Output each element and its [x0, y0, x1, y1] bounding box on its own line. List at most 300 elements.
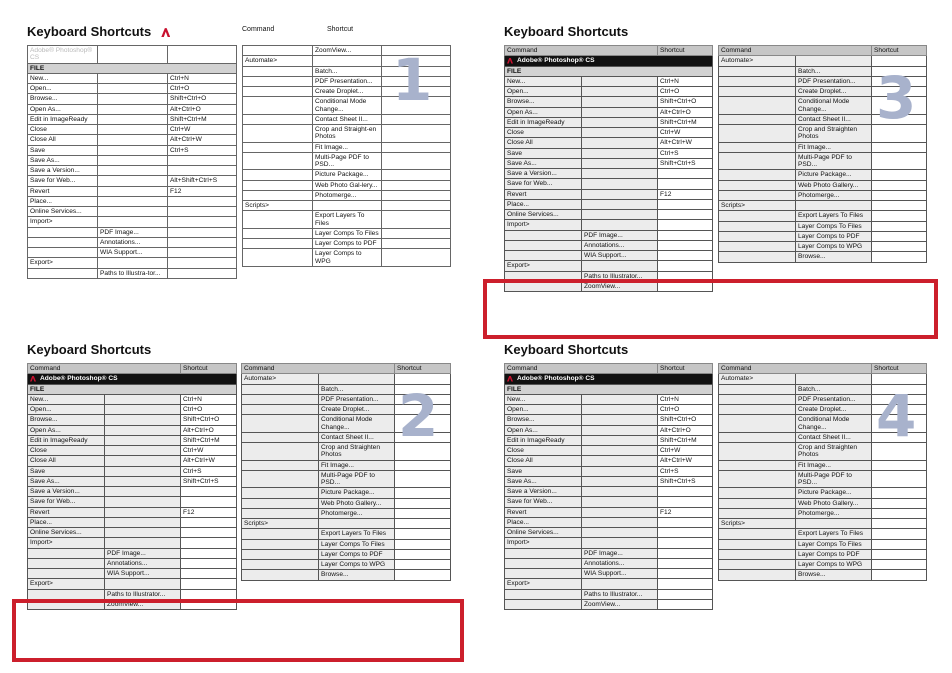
subcommand-cell: Create Droplet...: [796, 87, 872, 97]
command-cell: Save As...: [28, 476, 105, 486]
table-row: [28, 227, 237, 237]
shortcut-cell: F12: [658, 507, 713, 517]
table-row: [243, 211, 451, 229]
subcommand-cell: [105, 394, 181, 404]
table-row: [505, 466, 713, 476]
subcommand-cell: Browse...: [796, 570, 872, 580]
table-row: [28, 384, 237, 394]
subcommand-cell: ZoomView...: [105, 599, 181, 609]
table-row: [243, 228, 451, 238]
command-cell: Edit in ImageReady: [505, 117, 582, 127]
shortcut-cell: [382, 228, 451, 238]
command-cell: [719, 125, 796, 143]
shortcut-cell: [658, 497, 713, 507]
command-cell: Automate>: [719, 374, 796, 384]
subcommand-cell: WIA Support...: [582, 251, 658, 261]
panel-3-left-table: [504, 45, 713, 292]
table-row: [505, 548, 713, 558]
shortcut-cell: [872, 508, 927, 518]
subcommand-cell: [582, 199, 658, 209]
table-row: [243, 114, 451, 124]
subcommand-cell: Export Layers To Files: [313, 211, 382, 229]
table-row: [505, 415, 713, 425]
table-row: [505, 569, 713, 579]
command-cell: [505, 251, 582, 261]
command-cell: [242, 488, 319, 498]
subcommand-cell: WIA Support...: [98, 248, 168, 258]
shortcut-cell: [382, 211, 451, 229]
command-cell: [28, 248, 98, 258]
subcommand-cell: Create Droplet...: [313, 87, 382, 97]
table-row: [28, 558, 237, 568]
shortcut-cell: Alt+Ctrl+W: [658, 456, 713, 466]
shortcut-cell: Ctrl+O: [181, 405, 237, 415]
subcommand-cell: [582, 538, 658, 548]
table-row: [505, 87, 713, 97]
command-cell: [719, 142, 796, 152]
subcommand-cell: Paths to Illustrator...: [582, 589, 658, 599]
subcommand-cell: Multi-Page PDF to PSD...: [319, 470, 395, 488]
subcommand-cell: [98, 186, 168, 196]
product-name: [505, 56, 713, 66]
table-row: [28, 94, 237, 104]
subcommand-cell: PDF Presentation...: [796, 394, 872, 404]
shortcut-cell: [872, 498, 927, 508]
subcommand-cell: Conditional Mode Change...: [313, 97, 382, 115]
shortcut-cell: Ctrl+N: [658, 76, 713, 86]
panel-1-header-command: Command: [242, 26, 275, 33]
table-row: [28, 435, 237, 445]
shortcut-cell: Alt+Ctrl+W: [181, 456, 237, 466]
subcommand-cell: [582, 87, 658, 97]
table-row: [719, 560, 927, 570]
shortcut-cell: [181, 497, 237, 507]
command-cell: Online Services...: [505, 528, 582, 538]
command-cell: [719, 66, 796, 76]
panel-1-number: 1: [392, 46, 433, 114]
table-row: [719, 211, 927, 221]
table-row: [505, 169, 713, 179]
panel-1-header-shortcut: Shortcut: [327, 26, 354, 33]
shortcut-cell: Alt+Ctrl+W: [168, 135, 237, 145]
shortcut-cell: Ctrl+S: [658, 148, 713, 158]
shortcut-cell: Shift+Ctrl+M: [168, 114, 237, 124]
subcommand-cell: Layer Comps To Files: [313, 228, 382, 238]
subcommand-cell: Layer Comps To Files: [796, 539, 872, 549]
command-cell: Scripts>: [243, 201, 313, 211]
table-row: [28, 425, 237, 435]
command-cell: [719, 114, 796, 124]
shortcut-cell: [168, 155, 237, 165]
highlight-box-3: [483, 279, 938, 339]
subcommand-cell: [98, 125, 168, 135]
shortcut-cell: Shift+Ctrl+M: [181, 435, 237, 445]
panel-2-left-table: [27, 363, 237, 610]
table-row: [505, 405, 713, 415]
command-cell: [243, 142, 313, 152]
shortcut-cell: [382, 142, 451, 152]
subcommand-cell: [98, 46, 168, 64]
table-header-row: [242, 364, 451, 374]
table-row: [243, 180, 451, 190]
panel-1-title: [27, 24, 170, 39]
table-row: [242, 470, 451, 488]
shortcut-cell: [168, 166, 237, 176]
shortcut-cell: [382, 249, 451, 267]
command-cell: Close All: [28, 135, 98, 145]
subcommand-cell: Annotations...: [98, 237, 168, 247]
subcommand-cell: [319, 374, 395, 384]
table-header-row: [719, 46, 927, 56]
command-cell: Close: [505, 128, 582, 138]
subcommand-cell: [582, 117, 658, 127]
shortcut-cell: [872, 152, 927, 170]
command-cell: Close: [28, 446, 105, 456]
table-row: [719, 170, 927, 180]
table-row: [719, 498, 927, 508]
subcommand-cell: PDF Presentation...: [319, 394, 395, 404]
table-row: [243, 190, 451, 200]
command-cell: [243, 152, 313, 170]
command-cell: [243, 228, 313, 238]
table-row: [719, 242, 927, 252]
table-row: [28, 538, 237, 548]
table-row: [28, 84, 237, 94]
table-row: [505, 435, 713, 445]
shortcut-cell: [168, 46, 237, 64]
command-cell: Close All: [505, 456, 582, 466]
command-cell: Save As...: [28, 155, 98, 165]
command-cell: [28, 548, 105, 558]
table-row: [242, 498, 451, 508]
command-cell: [243, 190, 313, 200]
table-row: [719, 190, 927, 200]
command-cell: [719, 394, 796, 404]
table-row: [505, 456, 713, 466]
shortcut-cell: [181, 558, 237, 568]
table-row: [505, 517, 713, 527]
shortcut-cell: Ctrl+N: [168, 73, 237, 83]
subcommand-cell: WIA Support...: [582, 569, 658, 579]
shortcut-cell: Ctrl+N: [181, 394, 237, 404]
subcommand-cell: Web Photo Gallery...: [319, 498, 395, 508]
shortcut-cell: [872, 180, 927, 190]
command-cell: Save: [28, 466, 105, 476]
table-row: [505, 128, 713, 138]
subcommand-cell: Picture Package...: [796, 488, 872, 498]
command-cell: Place...: [28, 517, 105, 527]
adobe-logo-icon: [507, 376, 513, 382]
command-cell: [243, 211, 313, 229]
command-cell: Open As...: [505, 107, 582, 117]
table-row: [28, 63, 237, 73]
command-cell: [243, 46, 313, 56]
command-cell: [243, 125, 313, 143]
panel-3-title: Keyboard Shortcuts: [504, 24, 629, 39]
shortcut-cell: [872, 190, 927, 200]
subcommand-cell: Paths to Illustrator...: [105, 589, 181, 599]
command-cell: [243, 239, 313, 249]
table-row: [719, 519, 927, 529]
shortcut-cell: [181, 528, 237, 538]
command-cell: Export>: [505, 261, 582, 271]
header-command: Command: [28, 364, 181, 374]
command-cell: [719, 252, 796, 262]
shortcut-cell: [658, 210, 713, 220]
table-row: [242, 549, 451, 559]
subcommand-cell: Conditional Mode Change...: [796, 415, 872, 433]
command-cell: [505, 558, 582, 568]
command-cell: [719, 405, 796, 415]
command-cell: [719, 87, 796, 97]
command-cell: Online Services...: [28, 528, 105, 538]
subcommand-cell: [582, 466, 658, 476]
command-cell: Close All: [28, 456, 105, 466]
command-cell: [719, 231, 796, 241]
subcommand-cell: [582, 507, 658, 517]
command-cell: [719, 432, 796, 442]
subcommand-cell: [105, 579, 181, 589]
shortcut-cell: [395, 570, 451, 580]
subcommand-cell: [582, 394, 658, 404]
command-cell: Save for Web...: [505, 497, 582, 507]
table-row: [28, 569, 237, 579]
subcommand-cell: [319, 519, 395, 529]
command-cell: [28, 268, 98, 278]
subcommand-cell: Multi-Page PDF to PSD...: [796, 152, 872, 170]
table-row: [28, 507, 237, 517]
table-row: [505, 476, 713, 486]
subcommand-cell: Annotations...: [582, 240, 658, 250]
shortcut-cell: [658, 261, 713, 271]
shortcut-cell: Alt+Ctrl+O: [658, 107, 713, 117]
header-shortcut: Shortcut: [658, 46, 713, 56]
command-cell: [243, 87, 313, 97]
table-row: [28, 415, 237, 425]
subcommand-cell: [582, 148, 658, 158]
command-cell: New...: [505, 76, 582, 86]
command-cell: Save: [28, 145, 98, 155]
subcommand-cell: [582, 189, 658, 199]
subcommand-cell: [98, 104, 168, 114]
table-row: [242, 570, 451, 580]
command-cell: [243, 97, 313, 115]
shortcut-cell: [181, 487, 237, 497]
shortcut-cell: Ctrl+W: [181, 446, 237, 456]
subcommand-cell: PDF Presentation...: [313, 76, 382, 86]
shortcut-cell: [658, 569, 713, 579]
table-row: [28, 476, 237, 486]
command-cell: [719, 529, 796, 539]
subcommand-cell: Create Droplet...: [796, 405, 872, 415]
command-cell: [242, 498, 319, 508]
shortcut-cell: [168, 207, 237, 217]
command-cell: [505, 599, 582, 609]
command-cell: [719, 508, 796, 518]
shortcut-cell: [382, 170, 451, 180]
subcommand-cell: Photomerge...: [796, 508, 872, 518]
table-row: [505, 230, 713, 240]
subcommand-cell: Layer Comps to PDF: [796, 231, 872, 241]
table-row: [719, 221, 927, 231]
command-cell: [719, 560, 796, 570]
table-row: [719, 252, 927, 262]
command-cell: Online Services...: [28, 207, 98, 217]
subcommand-cell: Export Layers To Files: [796, 211, 872, 221]
subcommand-cell: [98, 114, 168, 124]
table-row: [28, 517, 237, 527]
command-cell: Save a Version...: [28, 487, 105, 497]
shortcut-cell: [872, 519, 927, 529]
subcommand-cell: [582, 579, 658, 589]
subcommand-cell: [582, 138, 658, 148]
command-cell: Revert: [28, 507, 105, 517]
command-cell: [505, 589, 582, 599]
shortcut-cell: [872, 570, 927, 580]
shortcut-cell: [382, 190, 451, 200]
command-cell: [242, 560, 319, 570]
command-cell: Automate>: [719, 56, 796, 66]
header-command: Command: [719, 364, 872, 374]
table-row: [719, 180, 927, 190]
table-row: [505, 107, 713, 117]
product-row: [505, 56, 713, 66]
table-row: [505, 507, 713, 517]
subcommand-cell: Layer Comps To Files: [319, 539, 395, 549]
subcommand-cell: Multi-Page PDF to PSD...: [796, 470, 872, 488]
command-cell: Close All: [505, 138, 582, 148]
subcommand-cell: Layer Comps to WPG: [313, 249, 382, 267]
subcommand-cell: [105, 487, 181, 497]
subcommand-cell: Picture Package...: [313, 170, 382, 180]
table-row: [242, 460, 451, 470]
table-row: [505, 210, 713, 220]
command-cell: [242, 415, 319, 433]
shortcut-cell: [181, 589, 237, 599]
header-shortcut: Shortcut: [872, 46, 927, 56]
subcommand-cell: Layer Comps To Files: [796, 221, 872, 231]
command-cell: Save: [505, 466, 582, 476]
table-row: [28, 217, 237, 227]
shortcut-cell: [181, 517, 237, 527]
subcommand-cell: Contact Sheet II...: [319, 432, 395, 442]
product-name-text: Adobe® Photoshop® CS: [517, 375, 595, 383]
header-shortcut: Shortcut: [872, 364, 927, 374]
command-cell: Import>: [28, 538, 105, 548]
table-row: [505, 66, 713, 76]
subcommand-cell: [582, 210, 658, 220]
command-cell: [243, 66, 313, 76]
product-name-text: Adobe® Photoshop® CS: [517, 57, 595, 65]
command-cell: Export>: [28, 258, 98, 268]
subcommand-cell: [582, 415, 658, 425]
table-row: [28, 466, 237, 476]
shortcut-cell: [395, 508, 451, 518]
table-row: [505, 199, 713, 209]
subcommand-cell: Contact Sheet II...: [796, 432, 872, 442]
adobe-logo-icon: [161, 28, 170, 37]
subcommand-cell: [105, 435, 181, 445]
command-cell: [719, 221, 796, 231]
command-cell: [242, 394, 319, 404]
subcommand-cell: [582, 179, 658, 189]
subcommand-cell: [105, 538, 181, 548]
table-row: [505, 599, 713, 609]
command-cell: [243, 180, 313, 190]
subcommand-cell: [98, 145, 168, 155]
subcommand-cell: [98, 207, 168, 217]
subcommand-cell: [582, 446, 658, 456]
table-row: [719, 529, 927, 539]
table-row: [28, 548, 237, 558]
table-row: [28, 104, 237, 114]
command-cell: [242, 443, 319, 461]
shortcut-cell: [872, 252, 927, 262]
table-row: [28, 166, 237, 176]
subcommand-cell: Layer Comps to WPG: [796, 242, 872, 252]
shortcut-cell: [395, 560, 451, 570]
header-command: Command: [505, 364, 658, 374]
subcommand-cell: [98, 258, 168, 268]
subcommand-cell: Crop and Straighten Photos: [796, 443, 872, 461]
command-cell: [242, 570, 319, 580]
table-row: [719, 508, 927, 518]
shortcut-cell: [658, 558, 713, 568]
command-cell: Open As...: [505, 425, 582, 435]
shortcut-cell: [658, 589, 713, 599]
subcommand-cell: WIA Support...: [105, 569, 181, 579]
table-row: [505, 240, 713, 250]
command-cell: Open As...: [28, 425, 105, 435]
command-cell: Place...: [505, 517, 582, 527]
shortcut-cell: [872, 231, 927, 241]
shortcut-cell: Alt+Shift+Ctrl+S: [168, 176, 237, 186]
shortcut-cell: Shift+Ctrl+M: [658, 435, 713, 445]
subcommand-cell: Paths to Illustra-tor...: [98, 268, 168, 278]
command-cell: [719, 470, 796, 488]
shortcut-cell: Alt+Ctrl+W: [658, 138, 713, 148]
command-cell: Save for Web...: [505, 179, 582, 189]
command-cell: Export>: [28, 579, 105, 589]
table-row: [243, 249, 451, 267]
command-cell: [242, 539, 319, 549]
shortcut-cell: Shift+Ctrl+O: [181, 415, 237, 425]
shortcut-cell: [872, 549, 927, 559]
header-command: Command: [242, 364, 395, 374]
command-cell: Save As...: [505, 158, 582, 168]
subcommand-cell: [105, 405, 181, 415]
command-cell: Export>: [505, 579, 582, 589]
subcommand-cell: [796, 519, 872, 529]
command-cell: [719, 539, 796, 549]
table-row: [719, 488, 927, 498]
table-row: [28, 207, 237, 217]
shortcut-cell: [658, 220, 713, 230]
shortcut-cell: [168, 227, 237, 237]
table-row: [505, 446, 713, 456]
table-row: [505, 538, 713, 548]
table-row: [505, 589, 713, 599]
shortcut-cell: Ctrl+S: [168, 145, 237, 155]
shortcut-cell: [872, 221, 927, 231]
shortcut-cell: [382, 239, 451, 249]
shortcut-cell: [872, 539, 927, 549]
shortcut-cell: [658, 179, 713, 189]
shortcut-cell: [395, 460, 451, 470]
shortcut-cell: Shift+Ctrl+O: [658, 97, 713, 107]
command-cell: Save a Version...: [505, 169, 582, 179]
command-cell: Automate>: [243, 56, 313, 66]
